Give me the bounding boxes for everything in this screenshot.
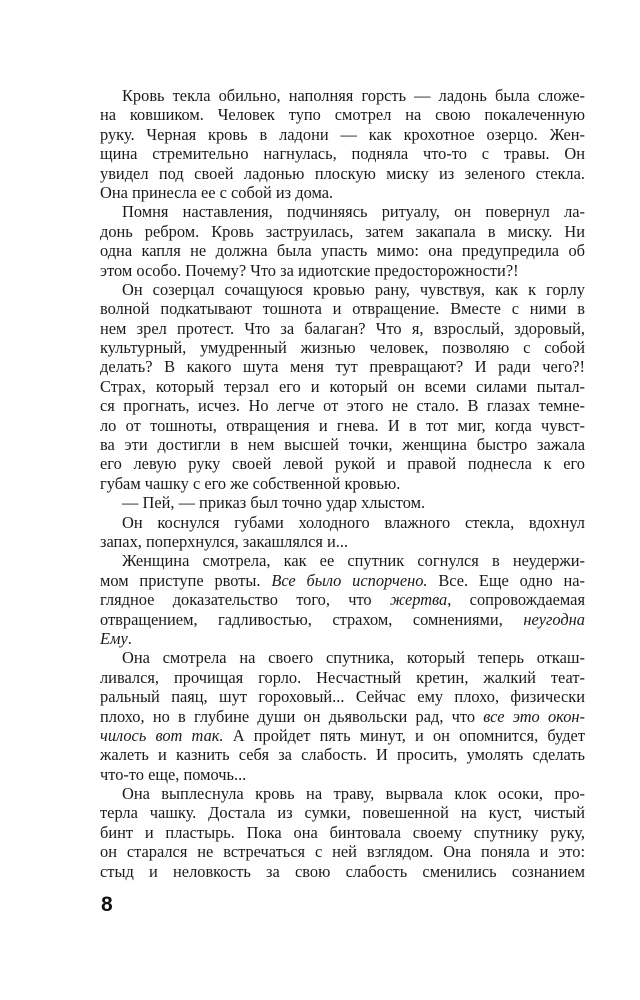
text-segment: щина стремительно нагнулась, подняла что-то с травы. Он — [100, 144, 585, 164]
text-segment: . — [127, 628, 132, 648]
text-line — [100, 125, 585, 144]
text-line — [100, 803, 585, 822]
text-segment: Женщина смотрела, как ее спутник согнулся в неудержи- — [122, 551, 585, 571]
text-segment: Кровь текла обильно, наполняя горсть — ладонь была сложе- — [122, 86, 585, 105]
text-line — [100, 823, 585, 842]
text-line — [100, 726, 585, 745]
text-segment: ло от тошноты, отвращения и гнева. И в тот миг, когда чувст- — [100, 415, 585, 435]
text-line — [100, 396, 585, 415]
text-segment: Она принесла ее с собой из дома. — [100, 182, 334, 202]
text-line — [100, 338, 585, 357]
text-line — [100, 532, 585, 551]
text-line — [100, 241, 585, 260]
text-line — [100, 610, 585, 629]
paragraph — [100, 86, 585, 202]
text-line — [100, 222, 585, 241]
paragraph — [100, 513, 585, 552]
text-line — [100, 319, 585, 338]
paragraph — [100, 280, 585, 493]
text-segment: делать? В какого шута меня тут превращают? И ради чего?! — [100, 357, 585, 377]
paragraph — [100, 784, 585, 881]
text-line — [100, 648, 585, 667]
italic-text: Все было испорчено. — [271, 570, 428, 590]
text-segment: запах, поперхнулся, закашлялся и... — [100, 531, 349, 551]
text-line — [100, 493, 585, 512]
text-line — [100, 590, 585, 609]
text-segment: отвращением, гадливостью, страхом, сомнениями, — [100, 609, 524, 629]
text-line — [100, 784, 585, 803]
text-segment: Она выплеснула кровь на траву, вырвала клок осоки, про- — [122, 784, 585, 804]
paragraph — [100, 493, 585, 512]
text-line — [100, 144, 585, 163]
text-segment: Страх, который терзал его и который он всеми силами пытал- — [100, 376, 585, 396]
text-segment: ва эти достигли в нем высшей точки, женщина быстро зажала — [100, 435, 585, 455]
paragraph — [100, 202, 585, 280]
text-segment: этом особо. Почему? Что за идиотские предосторожности?! — [100, 260, 519, 280]
text-line — [100, 668, 585, 687]
text-line — [100, 357, 585, 376]
page-number: 8 — [101, 893, 113, 916]
text-line — [100, 454, 585, 473]
body-text — [100, 86, 585, 881]
text-segment: его левую руку своей левой рукой и правой поднесла к его — [100, 454, 585, 474]
text-segment: мом приступе рвоты. — [100, 570, 272, 590]
text-segment: он старался не встречаться с ней взглядом. Она поняла и это: — [100, 842, 585, 862]
text-segment: А пройдет пять минут, и он опомнится, будет — [223, 725, 585, 745]
text-line — [100, 687, 585, 706]
text-line — [100, 86, 585, 105]
text-line — [100, 280, 585, 299]
text-line — [100, 202, 585, 221]
text-line — [100, 164, 585, 183]
text-line — [100, 299, 585, 318]
text-segment: волной подкатывают тошнота и отвращение. Вместе с ними в — [100, 299, 585, 319]
text-line — [100, 862, 585, 881]
text-line — [100, 377, 585, 396]
text-segment: донь ребром. Кровь заструилась, затем закапала в миску. Ни — [100, 221, 585, 241]
text-segment: нем зрел протест. Что за балаган? Что я, взрослый, здоровый, — [100, 318, 585, 338]
text-segment: увидел под своей ладонью плоскую миску из зеленого стекла. — [100, 163, 585, 183]
text-line — [100, 105, 585, 124]
text-line — [100, 416, 585, 435]
text-segment: глядное доказательство того, что — [100, 590, 390, 610]
text-segment: терла чашку. Достала из сумки, повешенной на куст, чистый — [100, 803, 585, 823]
text-segment: ливался, прочищая горло. Несчастный кретин, жалкий теат- — [100, 667, 585, 687]
text-segment: бинт и пластырь. Пока она бинтовала своему спутнику руку, — [100, 822, 585, 842]
italic-text: Ему — [100, 628, 128, 648]
text-line — [100, 435, 585, 454]
text-segment: Все. Еще одно на- — [427, 570, 585, 590]
text-line — [100, 571, 585, 590]
text-segment: стыд и неловкость за свою слабость сменились сознанием — [100, 861, 585, 881]
text-line — [100, 183, 585, 202]
italic-text: жертва — [389, 590, 448, 610]
text-line — [100, 745, 585, 764]
text-segment: губам чашку с его же собственной кровью. — [100, 473, 401, 493]
paragraph — [100, 648, 585, 784]
text-line — [100, 707, 585, 726]
text-line — [100, 261, 585, 280]
text-segment: что-то еще, помочь... — [100, 764, 247, 784]
text-segment: Он созерцал сочащуюся кровью рану, чувствуя, как к горлу — [122, 279, 585, 299]
text-segment: жалеть и казнить себя за слабость. И просить, умолять сделать — [100, 745, 585, 765]
text-segment: — Пей, — приказ был точно удар хлыстом. — [122, 493, 426, 513]
text-segment: Помня наставления, подчиняясь ритуалу, он повернул ла- — [122, 202, 585, 222]
paragraph — [100, 551, 585, 648]
text-segment: , сопровождаемая — [447, 590, 585, 610]
text-line — [100, 765, 585, 784]
text-segment: руку. Черная кровь в ладони — как крохотное озерцо. Жен- — [100, 124, 585, 144]
text-segment: ральный паяц, шут гороховый... Сейчас ему плохо, физически — [100, 687, 585, 707]
text-segment: ся прогнать, исчез. Но легче от этого не стало. В глазах темне- — [100, 396, 585, 416]
text-segment: плохо, но в глубине души он дьявольски рад, что — [100, 706, 484, 726]
text-segment: Он коснулся губами холодного влажного стекла, вдохнул — [122, 512, 585, 532]
italic-text: чилось вот так. — [100, 725, 224, 745]
italic-text: все это окон- — [483, 706, 585, 726]
italic-text: неугодна — [523, 609, 585, 629]
text-line — [100, 629, 585, 648]
text-line — [100, 842, 585, 861]
text-segment: на ковшиком. Человек тупо смотрел на свою покалеченную — [100, 105, 585, 125]
text-segment: одна капля не должна была упасть мимо: она предупредила об — [100, 241, 585, 261]
text-line — [100, 474, 585, 493]
text-segment: культурный, умудренный жизнью человек, позволяю с собой — [100, 338, 585, 358]
text-line — [100, 551, 585, 570]
text-line — [100, 513, 585, 532]
text-segment: Она смотрела на своего спутника, который теперь откаш- — [122, 648, 585, 668]
